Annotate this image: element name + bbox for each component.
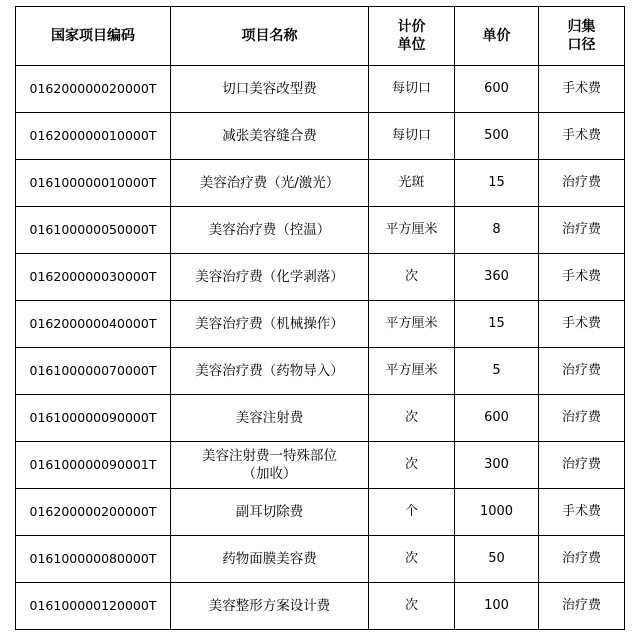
cell-name: 美容治疗费（光/激光） — [171, 160, 369, 207]
cell-category: 手术费 — [539, 66, 625, 113]
cell-name: 减张美容缝合费 — [171, 113, 369, 160]
cell-category: 手术费 — [539, 489, 625, 536]
cell-name-line1: 美容注射费一特殊部位 — [202, 448, 337, 464]
cell-unit: 次 — [369, 395, 455, 442]
cell-price: 500 — [455, 113, 539, 160]
fee-table — [15, 6, 625, 630]
cell-code: 016100000070000T — [16, 348, 171, 395]
cell-name: 药物面膜美容费 — [171, 536, 369, 583]
cell-unit: 平方厘米 — [369, 348, 455, 395]
header-unit-line1: 计价 — [397, 19, 426, 35]
cell-unit: 个 — [369, 489, 455, 536]
table-row — [16, 489, 625, 536]
cell-code: 016200000200000T — [16, 489, 171, 536]
header-price: 单价 — [455, 7, 539, 66]
cell-unit: 次 — [369, 583, 455, 630]
table-row — [16, 207, 625, 254]
cell-name-line2: （加收） — [242, 466, 297, 482]
cell-code: 016100000090000T — [16, 395, 171, 442]
cell-code: 016100000050000T — [16, 207, 171, 254]
cell-unit: 次 — [369, 536, 455, 583]
cell-price: 300 — [455, 442, 539, 489]
cell-category: 治疗费 — [539, 207, 625, 254]
header-category-line1: 归集 — [567, 19, 596, 35]
cell-price: 600 — [455, 66, 539, 113]
cell-price: 15 — [455, 160, 539, 207]
cell-price: 5 — [455, 348, 539, 395]
cell-code: 016100000010000T — [16, 160, 171, 207]
table-row — [16, 301, 625, 348]
cell-unit: 每切口 — [369, 113, 455, 160]
cell-name: 美容治疗费（控温） — [171, 207, 369, 254]
cell-name — [171, 442, 369, 489]
cell-unit: 平方厘米 — [369, 207, 455, 254]
cell-category: 手术费 — [539, 301, 625, 348]
cell-code: 016200000030000T — [16, 254, 171, 301]
cell-name: 副耳切除费 — [171, 489, 369, 536]
header-category — [539, 7, 625, 66]
cell-name: 美容整形方案设计费 — [171, 583, 369, 630]
table-row — [16, 113, 625, 160]
header-unit — [369, 7, 455, 66]
table-row — [16, 442, 625, 489]
cell-unit: 次 — [369, 254, 455, 301]
table-row — [16, 160, 625, 207]
table-row — [16, 254, 625, 301]
cell-price: 600 — [455, 395, 539, 442]
header-name: 项目名称 — [171, 7, 369, 66]
table-row — [16, 536, 625, 583]
table-row — [16, 348, 625, 395]
cell-name: 美容注射费 — [171, 395, 369, 442]
cell-price: 50 — [455, 536, 539, 583]
cell-name: 美容治疗费（机械操作） — [171, 301, 369, 348]
cell-code: 016200000010000T — [16, 113, 171, 160]
table-row — [16, 583, 625, 630]
cell-code: 016100000080000T — [16, 536, 171, 583]
cell-code: 016200000020000T — [16, 66, 171, 113]
cell-category: 手术费 — [539, 254, 625, 301]
cell-unit: 次 — [369, 442, 455, 489]
cell-name: 美容治疗费（药物导入） — [171, 348, 369, 395]
cell-code: 016100000120000T — [16, 583, 171, 630]
cell-category: 治疗费 — [539, 583, 625, 630]
cell-category: 治疗费 — [539, 160, 625, 207]
cell-price: 15 — [455, 301, 539, 348]
cell-unit: 光斑 — [369, 160, 455, 207]
cell-price: 1000 — [455, 489, 539, 536]
cell-category: 治疗费 — [539, 348, 625, 395]
cell-price: 8 — [455, 207, 539, 254]
cell-unit: 每切口 — [369, 66, 455, 113]
header-category-line2: 口径 — [567, 37, 596, 53]
cell-category: 治疗费 — [539, 442, 625, 489]
cell-price: 360 — [455, 254, 539, 301]
cell-code: 016100000090001T — [16, 442, 171, 489]
cell-name: 美容治疗费（化学剥落） — [171, 254, 369, 301]
header-code: 国家项目编码 — [16, 7, 171, 66]
cell-category: 治疗费 — [539, 395, 625, 442]
table-row — [16, 395, 625, 442]
table-row — [16, 66, 625, 113]
cell-category: 手术费 — [539, 113, 625, 160]
header-unit-line2: 单位 — [397, 37, 426, 53]
cell-price: 100 — [455, 583, 539, 630]
cell-category: 治疗费 — [539, 536, 625, 583]
cell-unit: 平方厘米 — [369, 301, 455, 348]
cell-code: 016200000040000T — [16, 301, 171, 348]
header-row — [16, 7, 625, 66]
cell-name: 切口美容改型费 — [171, 66, 369, 113]
